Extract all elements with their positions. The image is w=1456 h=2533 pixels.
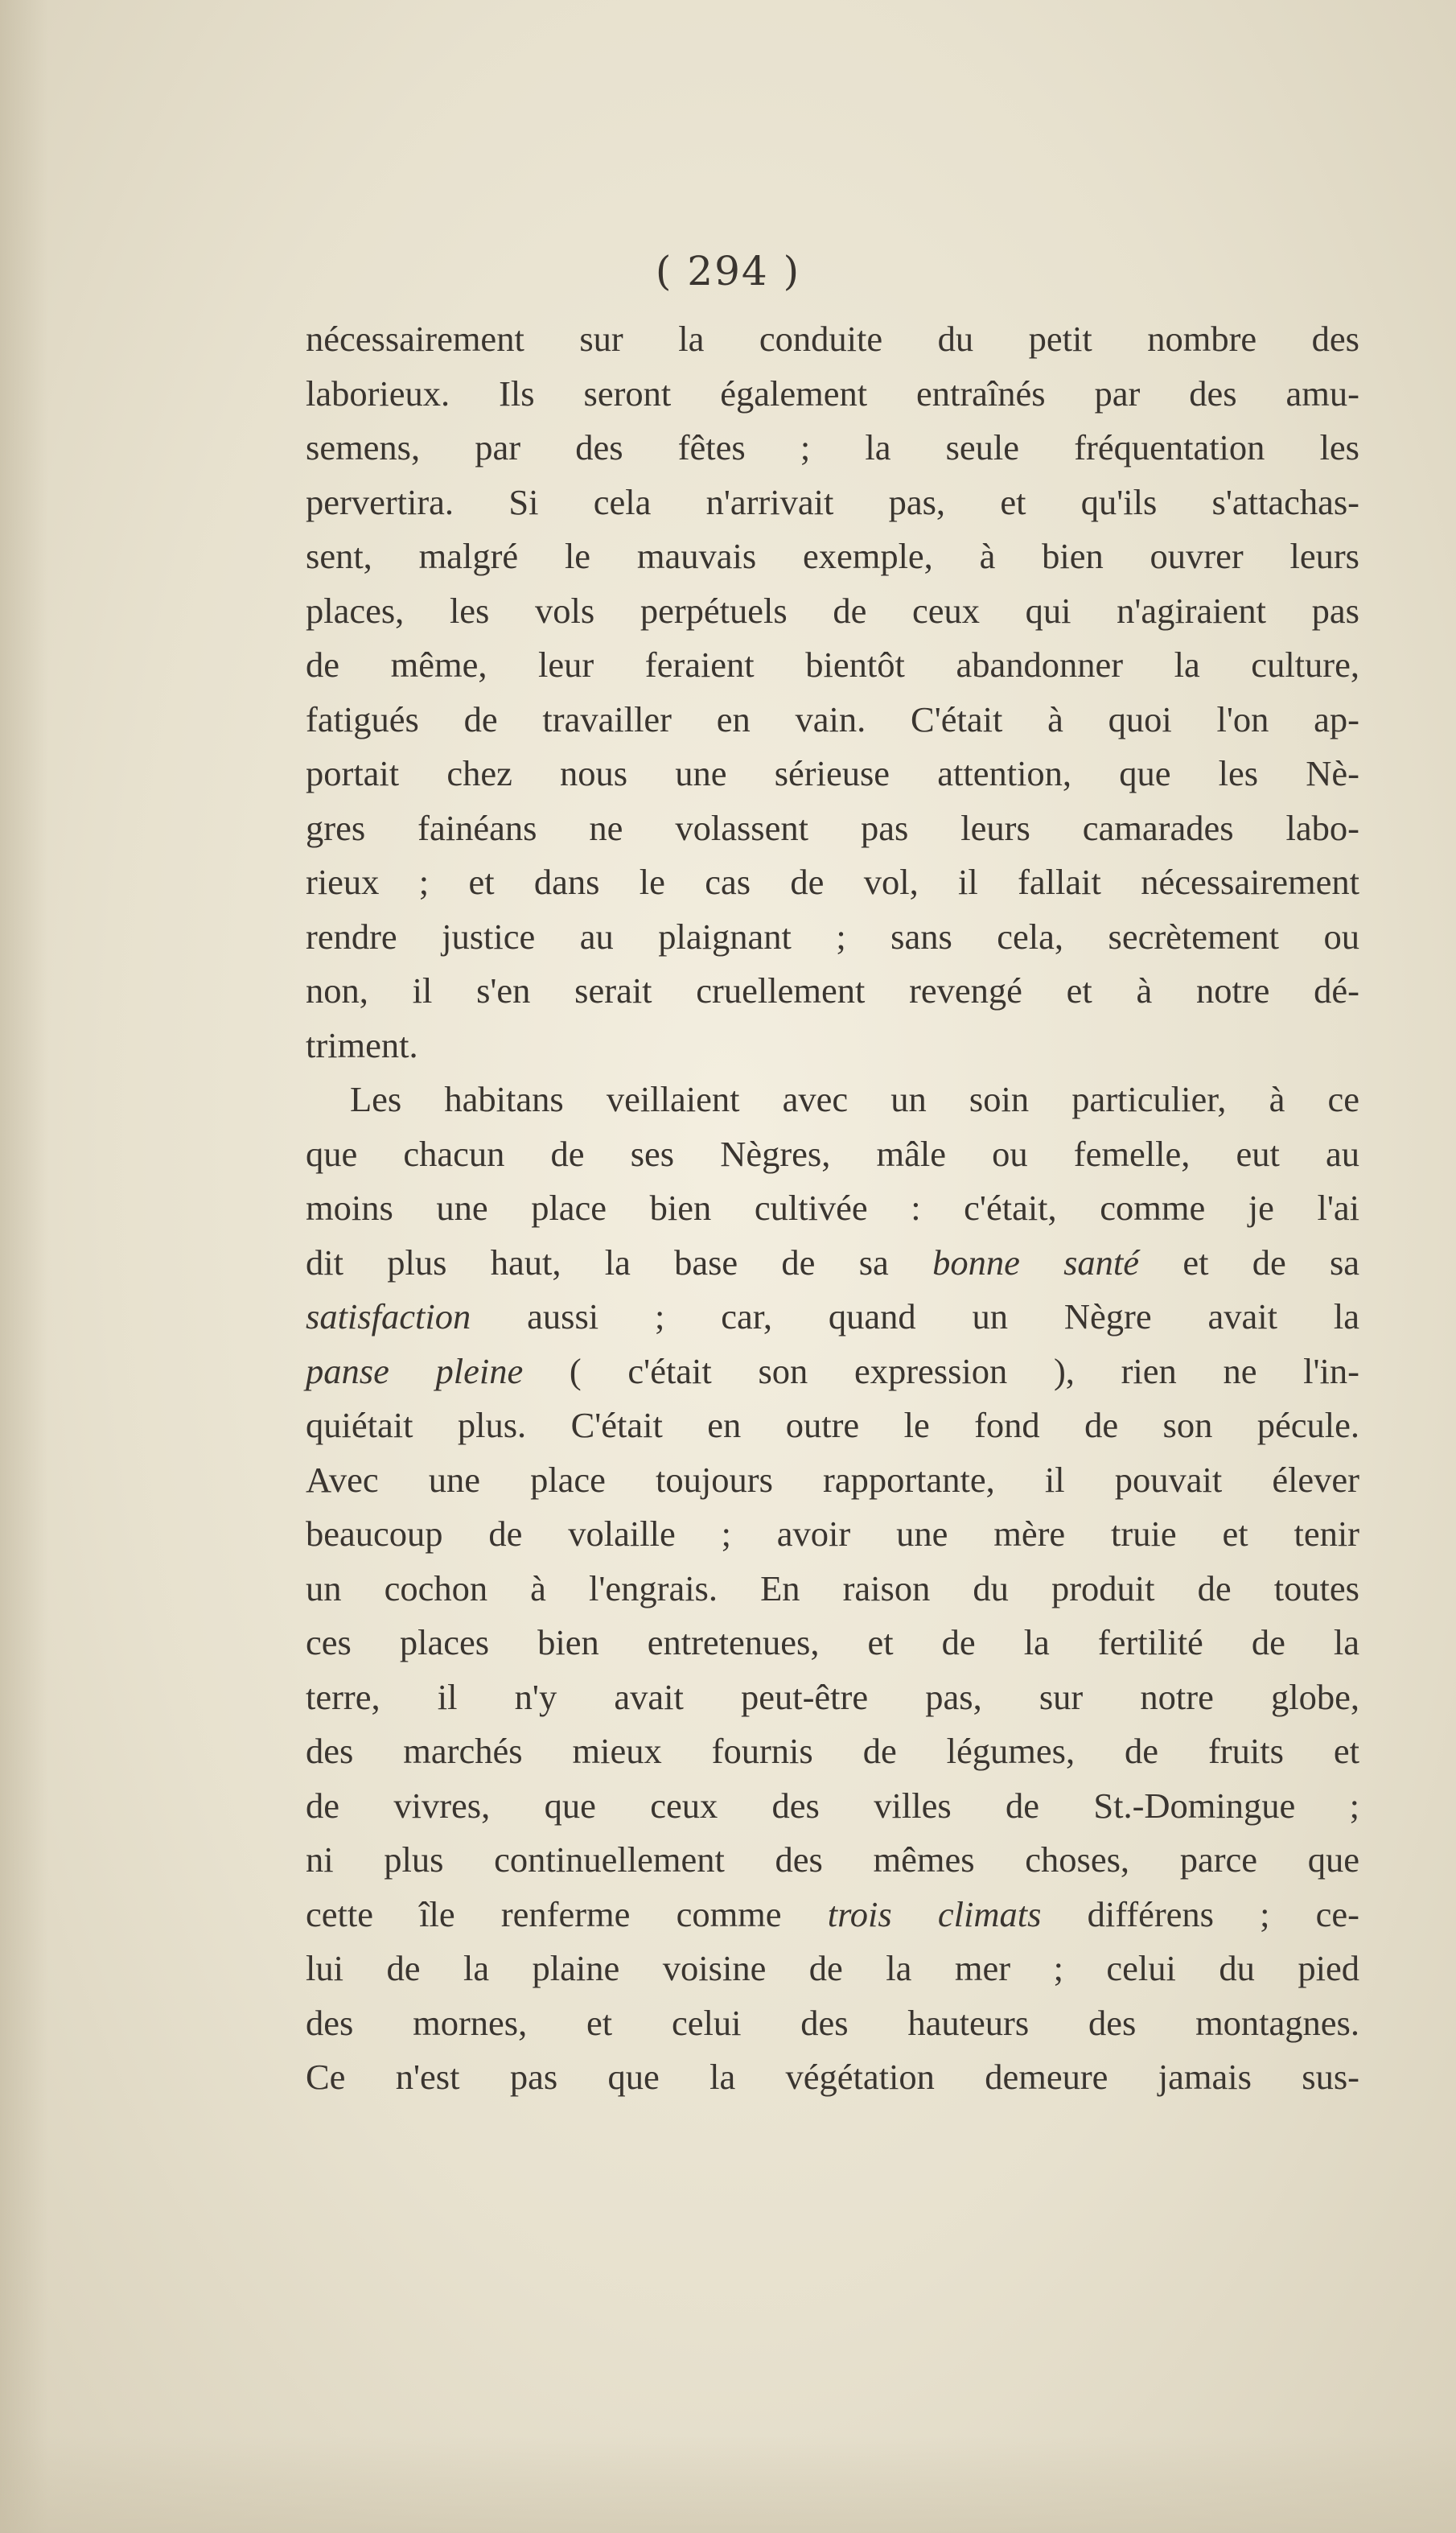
text-line: des mornes, et celui des hauteurs des montagnes. bbox=[306, 2002, 1359, 2043]
text-line: Les habitans veillaient avec un soin particulier, à ce bbox=[350, 1079, 1359, 1119]
text-line: pervertira. Si cela n'arrivait pas, et qu'ils s'attachas- bbox=[306, 481, 1359, 522]
text-line: des marchés mieux fournis de légumes, de fruits et bbox=[306, 1731, 1359, 1771]
text-line: ces places bien entretenues, et de la fertilité de la bbox=[306, 1622, 1359, 1662]
text-line: quiétait plus. C'était en outre le fond de son pécule. bbox=[306, 1405, 1359, 1445]
text-segment: et de sa bbox=[1182, 1242, 1360, 1283]
page-edge-shadow bbox=[0, 0, 48, 2533]
text-line: gres fainéans ne volassent pas leurs camarades labo- bbox=[306, 807, 1359, 848]
page-number: ( 294 ) bbox=[655, 248, 801, 294]
body-text bbox=[306, 312, 1359, 2105]
italic-phrase: panse pleine bbox=[306, 1350, 524, 1391]
italic-phrase: bonne santé bbox=[932, 1242, 1140, 1283]
italic-phrase: trois climats bbox=[827, 1893, 1042, 1934]
text-line: fatigués de travailler en vain. C'était à quoi l'on ap- bbox=[306, 698, 1359, 739]
text-line: rieux ; et dans le cas de vol, il fallait nécessairement bbox=[306, 862, 1359, 902]
text-line: un cochon à l'engrais. En raison du produit de toutes bbox=[306, 1567, 1359, 1608]
text-line: moins une place bien cultivée : c'était, comme je l'ai bbox=[306, 1188, 1359, 1228]
text-segment: différens ; ce- bbox=[1087, 1893, 1360, 1934]
text-line: semens, par des fêtes ; la seule fréquentation les bbox=[306, 427, 1359, 467]
text-line: triment. bbox=[306, 1024, 418, 1065]
text-line-mixed bbox=[306, 1888, 1359, 1942]
italic-phrase: satisfaction bbox=[306, 1296, 471, 1337]
text-line: Ce n'est pas que la végétation demeure jamais sus- bbox=[306, 2057, 1359, 2097]
text-line: sent, malgré le mauvais exemple, à bien ouvrer leurs bbox=[306, 536, 1359, 576]
text-line: places, les vols perpétuels de ceux qui n'agiraient pas bbox=[306, 590, 1359, 631]
text-line: lui de la plaine voisine de la mer ; celui du pied bbox=[306, 1948, 1359, 1988]
text-line: de vivres, que ceux des villes de St.-Domingue ; bbox=[306, 1785, 1359, 1826]
text-line: portait chez nous une sérieuse attention, que les Nè- bbox=[306, 753, 1359, 793]
text-segment: ( c'était son expression ), rien ne l'in- bbox=[569, 1350, 1359, 1391]
text-line: de même, leur feraient bientôt abandonner la culture, bbox=[306, 645, 1359, 685]
text-line: terre, il n'y avait peut-être pas, sur notre globe, bbox=[306, 1676, 1359, 1717]
text-line-mixed bbox=[306, 1236, 1359, 1291]
text-line: rendre justice au plaignant ; sans cela, secrètement ou bbox=[306, 916, 1359, 957]
page-bottom-shadow bbox=[0, 2436, 1456, 2533]
text-line: laborieux. Ils seront également entraînés par des amu- bbox=[306, 373, 1359, 414]
text-line: non, il s'en serait cruellement revengé et à notre dé- bbox=[306, 970, 1359, 1011]
text-line: Avec une place toujours rapportante, il pouvait élever bbox=[306, 1459, 1359, 1500]
text-line: que chacun de ses Nègres, mâle ou femelle, eut au bbox=[306, 1133, 1359, 1174]
text-line: ni plus continuellement des mêmes choses, parce que bbox=[306, 1839, 1359, 1880]
text-segment: cette île renferme comme bbox=[306, 1893, 782, 1934]
text-line: beaucoup de volaille ; avoir une mère truie et tenir bbox=[306, 1514, 1359, 1554]
text-segment: aussi ; car, quand un Nègre avait la bbox=[527, 1296, 1359, 1337]
text-line-mixed bbox=[306, 1290, 1359, 1345]
text-line-mixed bbox=[306, 1345, 1359, 1399]
text-line: nécessairement sur la conduite du petit nombre des bbox=[306, 319, 1359, 359]
text-segment: dit plus haut, la base de sa bbox=[306, 1242, 889, 1283]
